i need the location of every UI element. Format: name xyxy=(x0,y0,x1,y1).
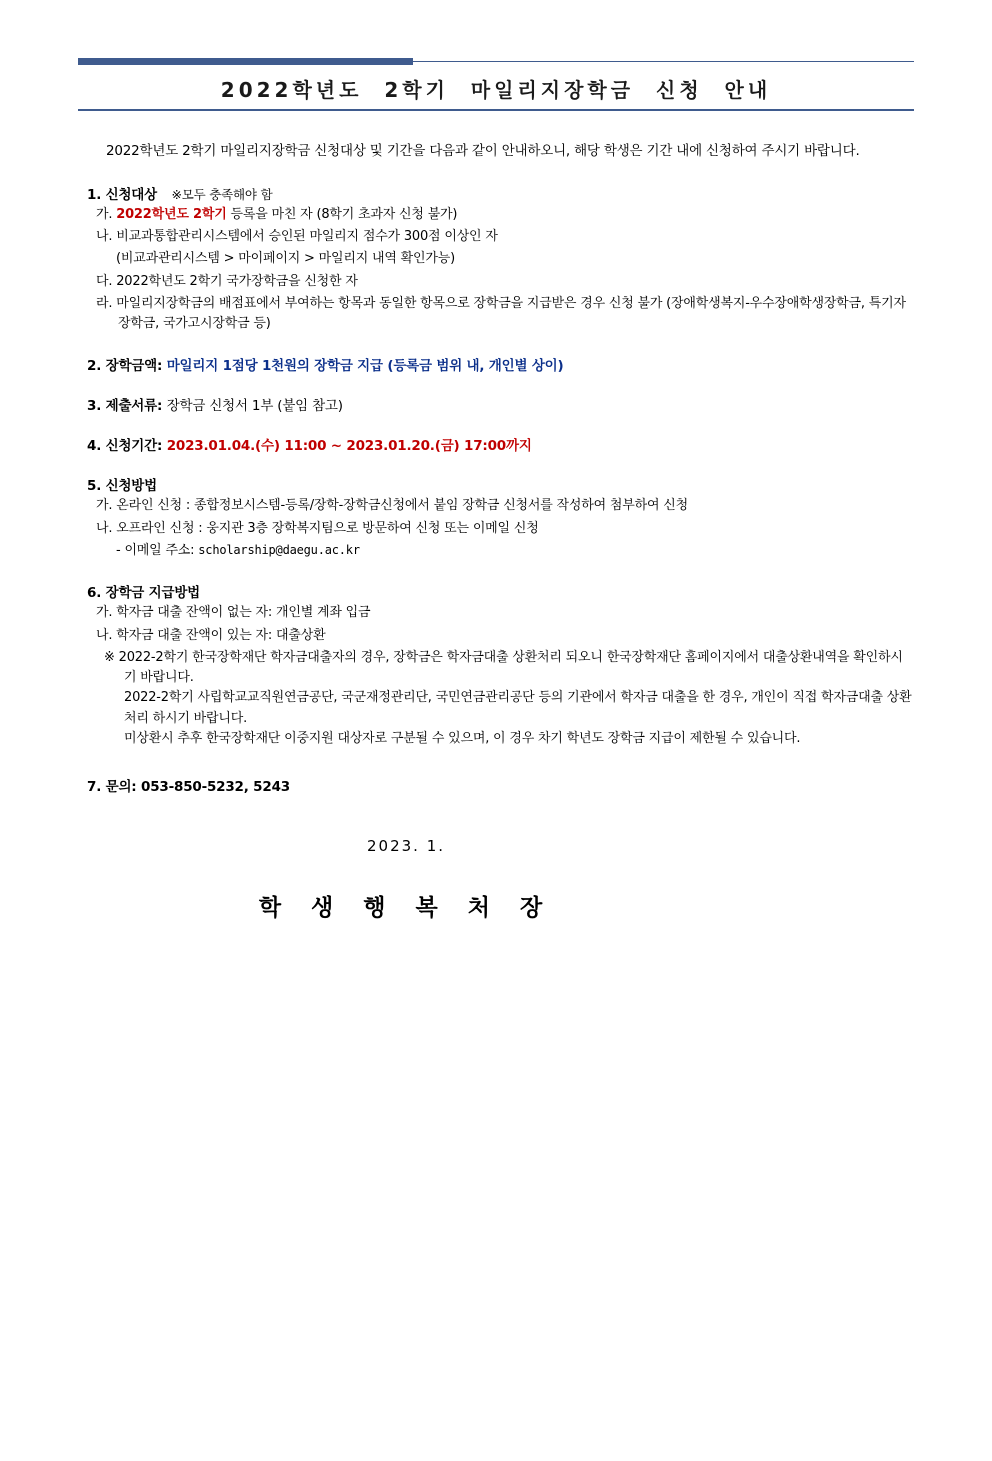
item-marker: 가. xyxy=(96,605,113,621)
section-3-value: 장학금 신청서 1부 (붙임 참고) xyxy=(166,398,343,415)
item-marker: 가. xyxy=(96,498,113,514)
email-address[interactable]: scholarship@daegu.ac.kr xyxy=(198,542,360,557)
page-title: 2022학년도 2학기 마일리지장학금 신청 안내 xyxy=(220,78,772,102)
section-7-heading xyxy=(87,775,914,795)
section-4-title: 신청기간: xyxy=(105,438,163,455)
item-text: 학자금 대출 잔액이 없는 자: 개인별 계좌 입금 xyxy=(116,605,371,621)
note-item xyxy=(104,648,914,689)
document-header xyxy=(78,58,914,111)
item-marker: 나. xyxy=(96,229,113,245)
section-3 xyxy=(78,394,914,414)
note-item: 미상환시 추후 한국장학재단 이중지원 대상자로 구분될 수 있으며, 이 경우 차기 학년도 장학금 지급이 제한될 수 있습니다. xyxy=(124,730,801,746)
item-marker: 라. xyxy=(96,295,113,311)
item-text: 오프라인 신청 : 웅지관 3층 장학복지팀으로 방문하여 신청 또는 이메일 신청 xyxy=(116,520,539,536)
section-2 xyxy=(78,354,914,374)
section-6-title: 장학금 지급방법 xyxy=(105,585,201,602)
section-3-number: 3. xyxy=(87,398,102,415)
document-signer: 학 생 행 복 처 장 xyxy=(258,895,554,922)
section-6 xyxy=(78,581,914,749)
section-3-title: 제출서류: xyxy=(105,398,163,415)
section-2-value: 마일리지 1점당 1천원의 장학금 지급 (등록금 범위 내, 개인별 상이) xyxy=(166,358,564,375)
list-item xyxy=(96,205,914,225)
section-1-title: 신청대상 xyxy=(105,186,157,203)
note-text: 2022-2학기 한국장학재단 학자금대출자의 경우, 장학금은 학자금대출 상환처리 되오니 한국장학재단 홈페이지에서 대출상환내역을 확인하시기 바랍니다. xyxy=(118,649,903,686)
section-1 xyxy=(78,183,914,335)
document-date: 2023. 1. xyxy=(366,837,446,856)
document-page xyxy=(0,58,992,1461)
section-5 xyxy=(78,474,914,561)
section-4-value: 2023.01.04.(수) 11:00 ~ 2023.01.20.(금) 17:00까지 xyxy=(166,438,532,455)
section-4-number: 4. xyxy=(87,438,102,455)
item-marker: 나. xyxy=(96,627,113,643)
item-marker: 가. xyxy=(96,206,113,222)
header-rule-thick xyxy=(78,58,413,65)
list-item xyxy=(96,603,914,623)
section-5-number: 5. xyxy=(87,478,102,495)
section-5-title: 신청방법 xyxy=(105,478,157,495)
list-item xyxy=(96,519,914,539)
list-item-sub xyxy=(116,541,914,561)
section-2-title: 장학금액: xyxy=(105,358,163,375)
item-text: 등록을 마친 자 (8학기 초과자 신청 불가) xyxy=(226,206,458,222)
section-1-number: 1. xyxy=(87,186,102,203)
header-rule-thin xyxy=(413,61,914,62)
section-6-heading xyxy=(87,581,914,601)
note-marker: ※ xyxy=(104,649,115,665)
item-text: 이메일 주소: xyxy=(124,542,199,558)
item-marker: - xyxy=(116,542,121,558)
section-6-number: 6. xyxy=(87,585,102,602)
list-item xyxy=(96,227,914,247)
intro-paragraph: 2022학년도 2학기 마일리지장학금 신청대상 및 기간을 다음과 같이 안내하오니, 해당 학생은 기간 내에 신청하여 주시기 바랍니다. xyxy=(106,143,860,159)
section-7-title: 문의: xyxy=(105,779,137,796)
list-item xyxy=(96,294,914,335)
section-1-note: ※모두 충족해야 함 xyxy=(171,186,273,202)
section-7 xyxy=(78,775,914,795)
item-text: 학자금 대출 잔액이 있는 자: 대출상환 xyxy=(116,627,326,643)
section-1-heading xyxy=(87,183,914,203)
section-7-number: 7. xyxy=(87,779,102,796)
section-4-heading xyxy=(87,434,914,454)
section-3-heading xyxy=(87,394,914,414)
section-5-heading xyxy=(87,474,914,494)
item-text: 마일리지장학금의 배점표에서 부여하는 항목과 동일한 항목으로 장학금을 지급받은 경우 신청 불가 (장애학생복지-우수장애학생장학금, 특기자장학금, 국가고시장학금 등) xyxy=(116,295,906,332)
item-highlight: 2022학년도 2학기 xyxy=(116,206,227,222)
section-2-number: 2. xyxy=(87,358,102,375)
item-text: 2022학년도 2학기 국가장학금을 신청한 자 xyxy=(116,273,358,289)
header-rule-bottom xyxy=(78,109,914,111)
section-2-heading xyxy=(87,354,914,374)
note-item: 2022-2학기 사립학교교직원연금공단, 국군재정관리단, 국민연금관리공단 등의 기관에서 학자금 대출을 한 경우, 개인이 직접 학자금대출 상환처리 하시기 바랍니다. xyxy=(124,690,912,726)
item-marker: 다. xyxy=(96,273,113,289)
section-7-value: 053-850-5232, 5243 xyxy=(141,779,290,796)
list-item xyxy=(96,626,914,646)
item-text: 비교과통합관리시스템에서 승인된 마일리지 점수가 300점 이상인 자 xyxy=(116,229,498,245)
list-item xyxy=(96,496,914,516)
item-marker: 나. xyxy=(96,520,113,536)
section-4 xyxy=(78,434,914,454)
list-item xyxy=(96,272,914,292)
item-text: 온라인 신청 : 종합정보시스템-등록/장학-장학금신청에서 붙임 장학금 신청서를 작성하여 첨부하여 신청 xyxy=(116,498,689,514)
list-item-sub: (비교과관리시스템 > 마이페이지 > 마일리지 내역 확인가능) xyxy=(116,251,455,267)
